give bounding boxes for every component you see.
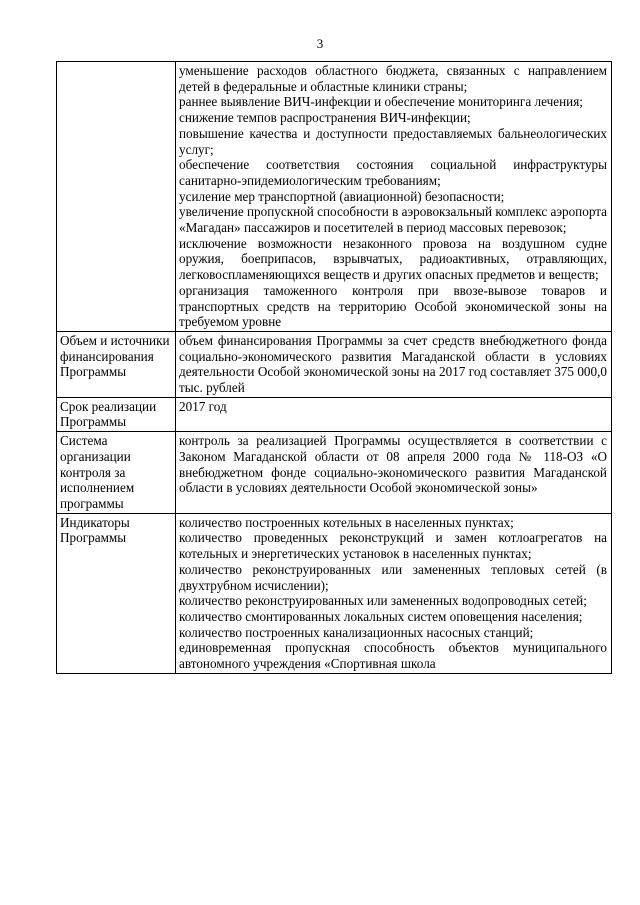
list-item: количество смонтированных локальных систем оповещения населения; [179, 608, 583, 624]
table-row-financing [57, 331, 612, 397]
row-label: Система организации контроля за исполнением программы [57, 432, 176, 514]
row-content [176, 513, 612, 673]
list-item: увеличение пропускной способности в аэровокзальный комплекс аэропорта «Магадан» пассажиров и посетителей в период массовых перевозок; [179, 204, 608, 236]
row-label: Индикаторы Программы [57, 513, 176, 673]
list-item: количество реконструированных или замененных тепловых сетей (в двухтрубном исчислении); [179, 561, 607, 593]
row-label: Объем и источники финансирования Программы [57, 331, 176, 397]
row-label: Срок реализации Программы [57, 397, 176, 431]
list-item: исключение возможности незаконного провоза на воздушном судне оружия, боеприпасов, взрывчатых, радиоактивных, отравляющих, легковоспламеняющихся веществ и других опасных предметов и веществ; [179, 235, 607, 283]
table-row-control [57, 432, 612, 514]
list-item: организация таможенного контроля при ввозе-вывозе товаров и транспортных средств на территорию Особой экономической зоны на требуемом уровне [179, 282, 607, 330]
list-item: объем финансирования Программы за счет средств внебюджетного фонда социально-экономического развития Магаданской области в условиях деятельности Особой экономической зоны на 2017 год составляет 375 000,0 тыс. рублей [179, 332, 607, 396]
list-item: обеспечение соответствия состояния социальной инфраструктуры санитарно-эпидемиологическим требованиям; [179, 157, 607, 188]
row-content [176, 62, 612, 332]
table-row-indicators [57, 513, 612, 673]
row-content [176, 432, 612, 514]
page-number: 3 [316, 36, 324, 51]
list-item: повышение качества и доступности предоставляемых бальнеологических услуг; [179, 125, 607, 157]
list-item: снижение темпов распространения ВИЧ-инфекции; [179, 110, 471, 126]
list-item: уменьшение расходов областного бюджета, связанных с направлением детей в федеральные и областные клиники страны; [179, 63, 607, 94]
list-item: количество построенных канализационных насосных станций; [179, 624, 534, 640]
list-item: контроль за реализацией Программы осуществляется в соответствии с Законом Магаданской области от 08 апреля 2000 года № 118-ОЗ «О внебюджетном фонде социально-экономического развития Магаданской области в условиях деятельности Особой экономической зоны» [179, 433, 607, 496]
row-label [57, 62, 176, 332]
list-item: количество построенных котельных в населенных пунктах; [179, 514, 514, 530]
list-item: раннее выявление ВИЧ-инфекции и обеспечение мониторинга лечения; [179, 94, 583, 110]
row-content [176, 397, 612, 431]
program-passport-table [56, 61, 612, 674]
table-row-term [57, 397, 612, 431]
list-item: количество реконструированных или замененных водопроводных сетей; [179, 593, 587, 609]
row-content [176, 331, 612, 397]
list-item: усиление мер транспортной (авиационной) безопасности; [179, 188, 505, 204]
list-item: количество проведенных реконструкций и замен котлоагрегатов на котельных и энергетических установок в населенных пунктах; [179, 530, 607, 562]
list-item: единовременная пропускная способность объектов муниципального автономного учреждения «Спортивная школа [179, 640, 607, 672]
table-row-results [57, 62, 612, 332]
list-item: 2017 год [179, 398, 227, 414]
